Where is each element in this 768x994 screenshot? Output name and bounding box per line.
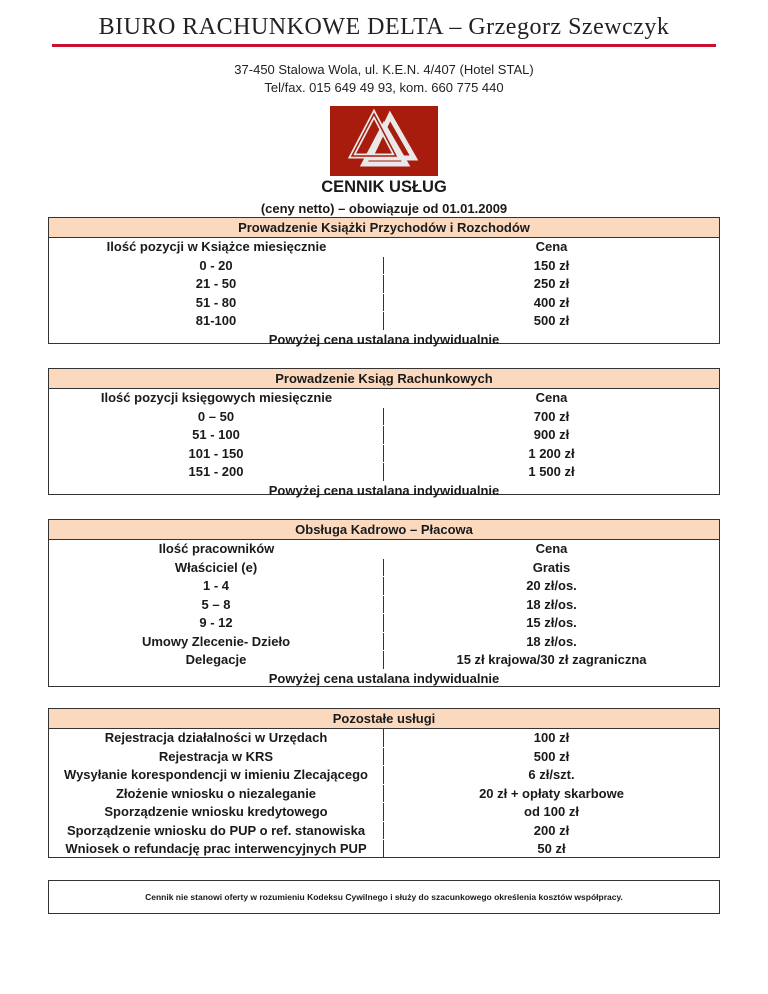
table-row xyxy=(49,822,719,841)
table-row xyxy=(49,614,719,633)
table-cell: 100 zł xyxy=(533,730,570,745)
table-row xyxy=(49,257,719,276)
table-title: Prowadzenie Książki Przychodów i Rozchodów xyxy=(49,218,719,238)
header-divider xyxy=(52,44,716,47)
table-cell: 21 - 50 xyxy=(49,275,384,293)
table-footer-note: Powyżej cena ustalana indywidualnie xyxy=(268,482,500,498)
table-footer-note: Powyżej cena ustalana indywidualnie xyxy=(268,670,500,686)
table-row xyxy=(49,559,719,578)
table-cell: 5 – 8 xyxy=(49,596,384,614)
company-title: BIURO RACHUNKOWE DELTA – Grzegorz Szewczyk xyxy=(98,14,670,40)
table-cell: Delegacje xyxy=(49,651,384,669)
table-title: Prowadzenie Ksiąg Rachunkowych xyxy=(49,369,719,389)
table-cell: Wysyłanie korespondencji w imieniu Zlecającego xyxy=(49,766,384,784)
table-title: Pozostałe usługi xyxy=(49,709,719,729)
disclaimer-note: Cennik nie stanowi oferty w rozumieniu Kodeksu Cywilnego i służy do szacunkowego określenia kosztów współpracy. xyxy=(48,880,720,914)
table-cell: od 100 zł xyxy=(524,804,579,819)
table-row xyxy=(49,275,719,294)
table-cell: 1 - 4 xyxy=(49,577,384,595)
table-footer-note: Powyżej cena ustalana indywidualnie xyxy=(268,331,500,347)
table-row xyxy=(49,748,719,767)
table-cell: 1 500 zł xyxy=(528,464,575,479)
table-cell: Rejestracja w KRS xyxy=(49,748,384,766)
table-cell: 0 - 20 xyxy=(49,257,384,275)
table-cell: 50 zł xyxy=(537,841,566,856)
table-row xyxy=(49,294,719,313)
table-cell: 15 zł krajowa/30 zł zagraniczna xyxy=(456,652,647,667)
table-cell: 700 zł xyxy=(533,408,570,424)
table-cell: 20 zł + opłaty skarbowe xyxy=(479,785,624,801)
column-header: Ilość pozycji księgowych miesięcznie xyxy=(100,390,333,405)
column-header: Cena xyxy=(535,541,568,556)
table-cell: Właściciel (e) xyxy=(49,559,384,577)
table-cell: Złożenie wniosku o niezaleganie xyxy=(49,785,384,803)
table-cell: 151 - 200 xyxy=(49,463,384,481)
table-cell: Gratis xyxy=(532,559,571,575)
column-header: Ilość pozycji w Książce miesięcznie xyxy=(106,239,327,254)
table-row xyxy=(49,840,719,859)
delta-logo-icon xyxy=(330,106,438,176)
table-row xyxy=(49,633,719,652)
table-row xyxy=(49,785,719,804)
table-cell: 1 200 zł xyxy=(528,445,575,461)
table-cell: 500 zł xyxy=(533,748,570,764)
table-cell: 51 - 100 xyxy=(49,426,384,444)
table-row xyxy=(49,577,719,596)
table-row xyxy=(49,312,719,331)
table-row xyxy=(49,651,719,670)
table-header-row xyxy=(49,540,719,559)
table-cell: Sporządzenie wniosku kredytowego xyxy=(49,803,384,821)
column-header: Cena xyxy=(535,390,568,405)
table-cell: Rejestracja działalności w Urzędach xyxy=(49,729,384,747)
table-row xyxy=(49,766,719,785)
phone-line: Tel/fax. 015 649 49 93, kom. 660 775 440 xyxy=(264,80,504,95)
table-cell: 500 zł xyxy=(533,313,570,328)
table-cell: 0 – 50 xyxy=(49,408,384,426)
table-cell: 200 zł xyxy=(533,822,570,838)
table-cell: 81-100 xyxy=(49,312,384,330)
table-cell: 18 zł/os. xyxy=(526,633,577,649)
table-cell: 20 zł/os. xyxy=(526,578,577,593)
address-line: 37-450 Stalowa Wola, ul. K.E.N. 4/407 (Hotel STAL) xyxy=(234,62,534,77)
column-header: Ilość pracowników xyxy=(158,541,275,556)
table-cell: 6 zł/szt. xyxy=(528,767,575,782)
table-cell: Sporządzenie wniosku do PUP o ref. stanowiska xyxy=(49,822,384,840)
table-cell: Wniosek o refundację prac interwencyjnych PUP xyxy=(49,840,384,858)
table-row xyxy=(49,729,719,748)
column-header: Cena xyxy=(535,239,568,254)
table-header-row xyxy=(49,389,719,408)
table-header-row xyxy=(49,238,719,257)
table-cell: 18 zł/os. xyxy=(526,596,577,612)
table-row xyxy=(49,596,719,615)
table-cell: 400 zł xyxy=(533,294,570,310)
table-row xyxy=(49,463,719,482)
pricing-table-ksiegi xyxy=(48,368,720,498)
table-cell: 250 zł xyxy=(533,276,570,291)
price-list-subheading: (ceny netto) – obowiązuje od 01.01.2009 xyxy=(260,201,508,216)
table-cell: Umowy Zlecenie- Dzieło xyxy=(49,633,384,651)
table-cell: 9 - 12 xyxy=(49,614,384,632)
table-cell: 15 zł/os. xyxy=(526,615,577,630)
table-row xyxy=(49,408,719,427)
table-cell: 101 - 150 xyxy=(49,445,384,463)
table-row xyxy=(49,445,719,464)
table-title: Obsługa Kadrowo – Płacowa xyxy=(49,520,719,540)
table-cell: 150 zł xyxy=(533,257,570,273)
pricing-table-kpir xyxy=(48,217,720,347)
price-list-heading: CENNIK USŁUG xyxy=(321,178,447,196)
table-row xyxy=(49,803,719,822)
pricing-table-kadry xyxy=(48,519,720,687)
table-cell: 51 - 80 xyxy=(49,294,384,312)
table-cell: 900 zł xyxy=(533,427,570,442)
pricing-table-pozostale xyxy=(48,708,720,858)
table-row xyxy=(49,426,719,445)
